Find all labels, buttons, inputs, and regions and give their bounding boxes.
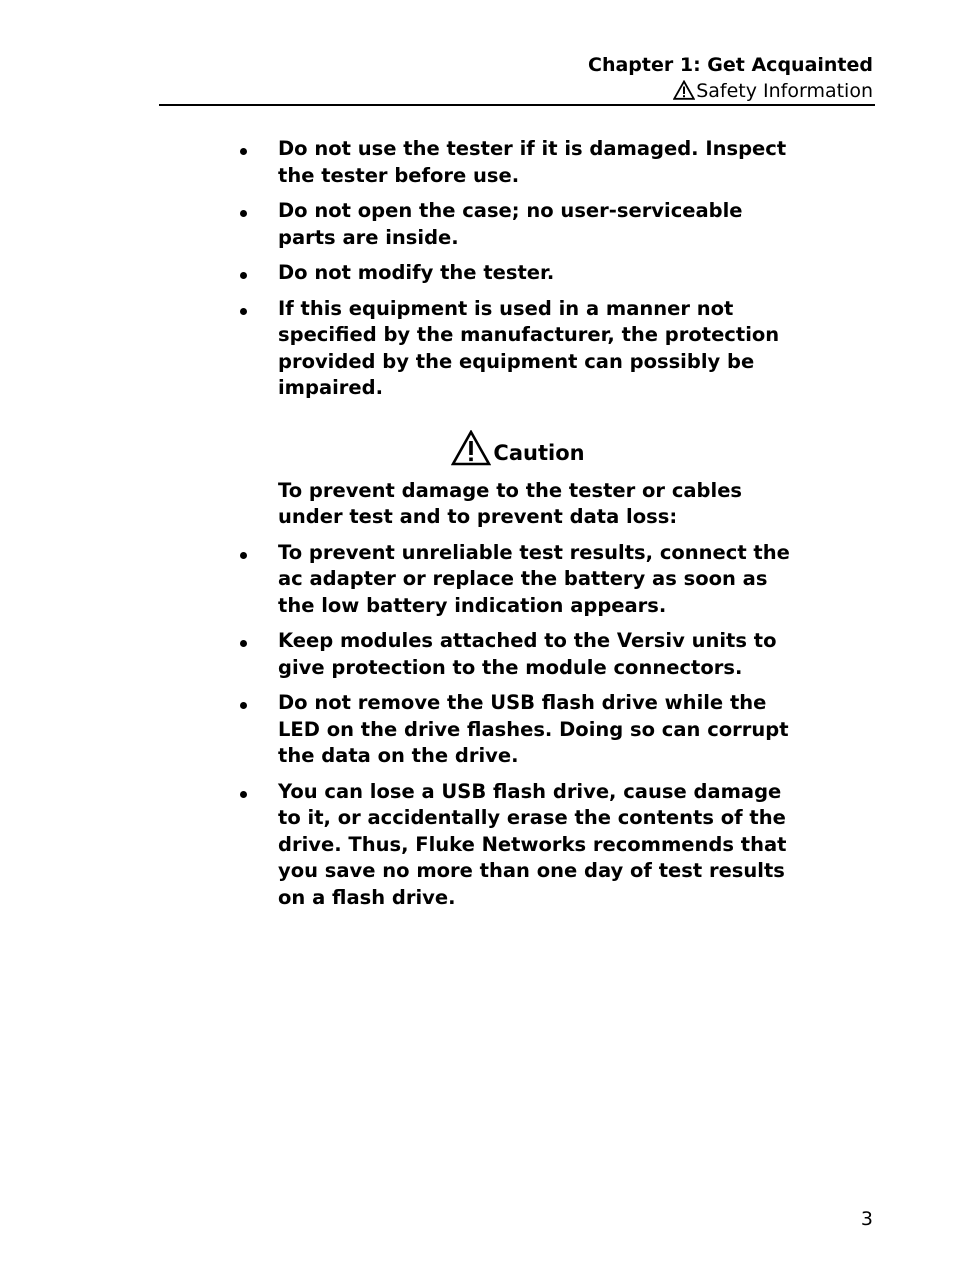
warning-list (238, 136, 798, 402)
chapter-title: Chapter 1: Get Acquainted (588, 54, 873, 76)
warning-triangle-icon (673, 80, 695, 100)
caution-heading (238, 430, 798, 470)
list-item: Do not use the tester if it is damaged. Inspect the tester before use. (238, 136, 798, 189)
list-item: If this equipment is used in a manner not specified by the manufacturer, the protection provided by the equipment can possibly be impaired. (238, 296, 798, 402)
list-item: Do not modify the tester. (238, 260, 798, 287)
list-item: You can lose a USB flash drive, cause damage to it, or accidentally erase the contents of the drive. Thus, Fluke Networks recommends that you save no more than one day of test results on a flash drive. (238, 779, 798, 912)
list-item: Do not remove the USB flash drive while the LED on the drive flashes. Doing so can corrupt the data on the drive. (238, 690, 798, 770)
caution-intro: To prevent damage to the tester or cables under test and to prevent data loss: (278, 478, 743, 528)
list-item: Do not open the case; no user-serviceable parts are inside. (238, 198, 798, 251)
caution-list (238, 540, 798, 912)
header-rule (159, 104, 875, 106)
section-title-row (158, 78, 873, 104)
page-body (238, 136, 798, 920)
warning-triangle-icon (451, 430, 491, 466)
caution-title: Caution (493, 440, 585, 465)
section-title: Safety Information (696, 80, 873, 102)
list-item: Keep modules attached to the Versiv units to give protection to the module connectors. (238, 628, 798, 681)
page-number: 3 (860, 1208, 873, 1230)
running-header (158, 52, 873, 104)
list-item: To prevent unreliable test results, connect the ac adapter or replace the battery as soon as the low battery indication appears. (238, 540, 798, 620)
